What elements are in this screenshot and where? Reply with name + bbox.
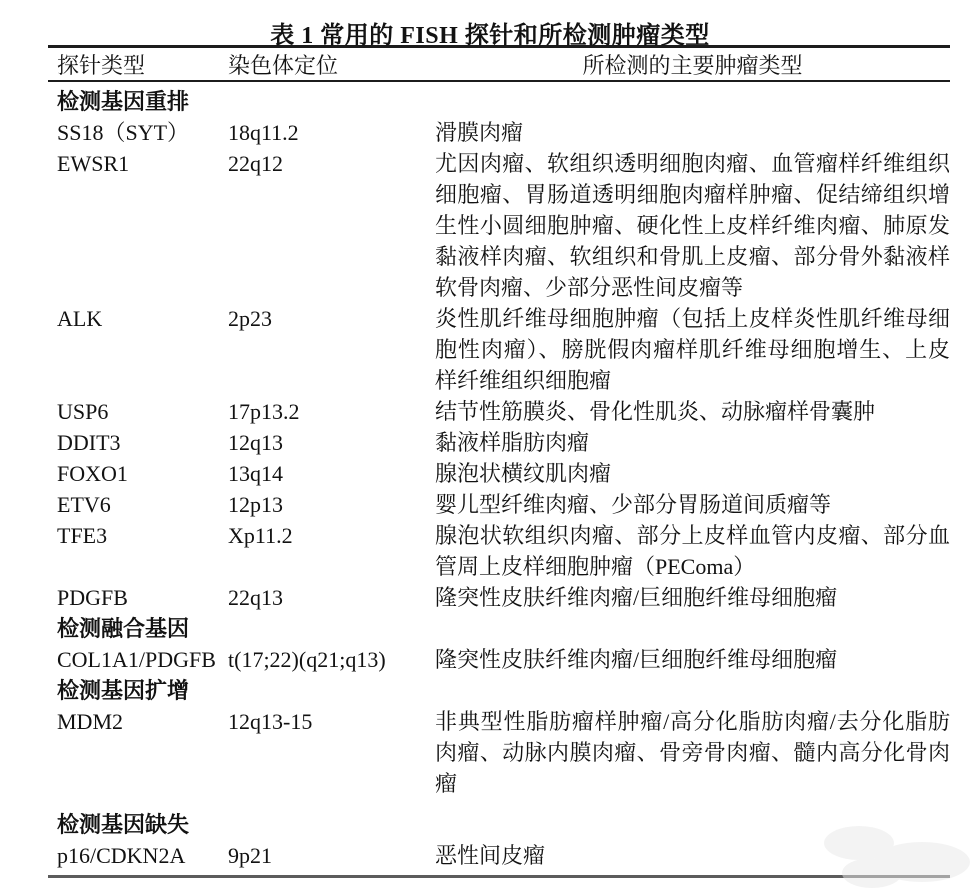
table-row	[48, 117, 950, 148]
chromosome-locus-cell: Xp11.2	[228, 523, 293, 548]
table-row	[48, 303, 950, 396]
chromosome-locus-cell: 2p23	[228, 306, 272, 331]
table-title: 表 1 常用的 FISH 探针和所检测肿瘤类型	[270, 23, 710, 49]
section-heading: 检测基因扩增	[57, 678, 190, 703]
tumor-types-cell: 滑膜肉瘤	[435, 120, 524, 145]
table-row	[48, 148, 950, 303]
probe-name-cell: p16/CDKN2A	[57, 843, 186, 868]
chromosome-locus-cell: 22q12	[228, 151, 283, 176]
probe-name-cell: FOXO1	[57, 461, 128, 486]
table-row	[48, 582, 950, 613]
chromosome-locus-cell: 9p21	[228, 843, 272, 868]
section-heading: 检测融合基因	[57, 616, 190, 641]
tumor-types-cell: 腺泡状横纹肌肉瘤	[435, 461, 612, 486]
column-header-chromosome-locus: 染色体定位	[228, 52, 339, 78]
probe-name-cell: SS18（SYT）	[57, 120, 190, 145]
tumor-types-cell: 尤因肉瘤、软组织透明细胞肉瘤、血管瘤样纤维组织细胞瘤、胃肠道透明细胞肉瘤样肿瘤、促结缔组织增生性小圆细胞肿瘤、硬化性上皮样纤维肉瘤、肺原发黏液样肉瘤、软组织和骨肌上皮瘤、部分骨外黏液样软骨肉瘤、少部分恶性间皮瘤等	[435, 151, 950, 300]
chromosome-locus-cell: 17p13.2	[228, 399, 300, 424]
tumor-types-cell: 黏液样脂肪肉瘤	[435, 430, 590, 455]
table-row	[48, 396, 950, 427]
probe-name-cell: COL1A1/PDGFB	[57, 647, 216, 672]
chromosome-locus-cell: t(17;22)(q21;q13)	[228, 647, 386, 672]
probe-name-cell: MDM2	[57, 709, 124, 734]
tumor-types-cell: 腺泡状软组织肉瘤、部分上皮样血管内皮瘤、部分血管周上皮样细胞肿瘤（PEComa）	[435, 523, 950, 579]
tumor-types-cell: 隆突性皮肤纤维肉瘤/巨细胞纤维母细胞瘤	[435, 585, 838, 610]
table-row	[48, 520, 950, 582]
tumor-types-cell: 隆突性皮肤纤维肉瘤/巨细胞纤维母细胞瘤	[435, 647, 838, 672]
probe-name-cell: DDIT3	[57, 430, 121, 455]
table-row	[48, 706, 950, 799]
tumor-types-cell: 非典型性脂肪瘤样肿瘤/高分化脂肪肉瘤/去分化脂肪肉瘤、动脉内膜肉瘤、骨旁骨肉瘤、髓内高分化骨肉瘤	[435, 709, 950, 796]
tumor-types-cell: 结节性筋膜炎、骨化性肌炎、动脉瘤样骨囊肿	[435, 399, 876, 424]
column-header-tumor-types: 所检测的主要肿瘤类型	[582, 52, 803, 78]
section-heading: 检测基因缺失	[57, 812, 190, 837]
table-row	[48, 644, 950, 675]
chromosome-locus-cell: 12q13-15	[228, 709, 313, 734]
chromosome-locus-cell: 13q14	[228, 461, 283, 486]
probe-name-cell: PDGFB	[57, 585, 128, 610]
chromosome-locus-cell: 12q13	[228, 430, 283, 455]
tumor-types-cell: 恶性间皮瘤	[435, 843, 546, 868]
probe-name-cell: TFE3	[57, 523, 108, 548]
table-bottom-rule	[48, 875, 950, 878]
tumor-types-cell: 婴儿型纤维肉瘤、少部分胃肠道间质瘤等	[435, 492, 832, 517]
table-row	[48, 458, 950, 489]
table-row	[48, 427, 950, 458]
probe-name-cell: USP6	[57, 399, 109, 424]
fish-probe-table	[48, 45, 950, 878]
probe-name-cell: ALK	[57, 306, 103, 331]
table-header-row	[48, 48, 950, 80]
chromosome-locus-cell: 18q11.2	[228, 120, 299, 145]
column-header-probe-type: 探针类型	[57, 52, 146, 78]
chromosome-locus-cell: 22q13	[228, 585, 283, 610]
tumor-types-cell: 炎性肌纤维母细胞肿瘤（包括上皮样炎性肌纤维母细胞性肉瘤）、膀胱假肉瘤样肌纤维母细胞增生、上皮样纤维组织细胞瘤	[435, 306, 950, 393]
probe-name-cell: ETV6	[57, 492, 111, 517]
table-row	[48, 840, 950, 871]
section-heading: 检测基因重排	[57, 89, 190, 114]
table-body	[48, 82, 950, 871]
chromosome-locus-cell: 12p13	[228, 492, 283, 517]
table-row	[48, 489, 950, 520]
probe-name-cell: EWSR1	[57, 151, 130, 176]
